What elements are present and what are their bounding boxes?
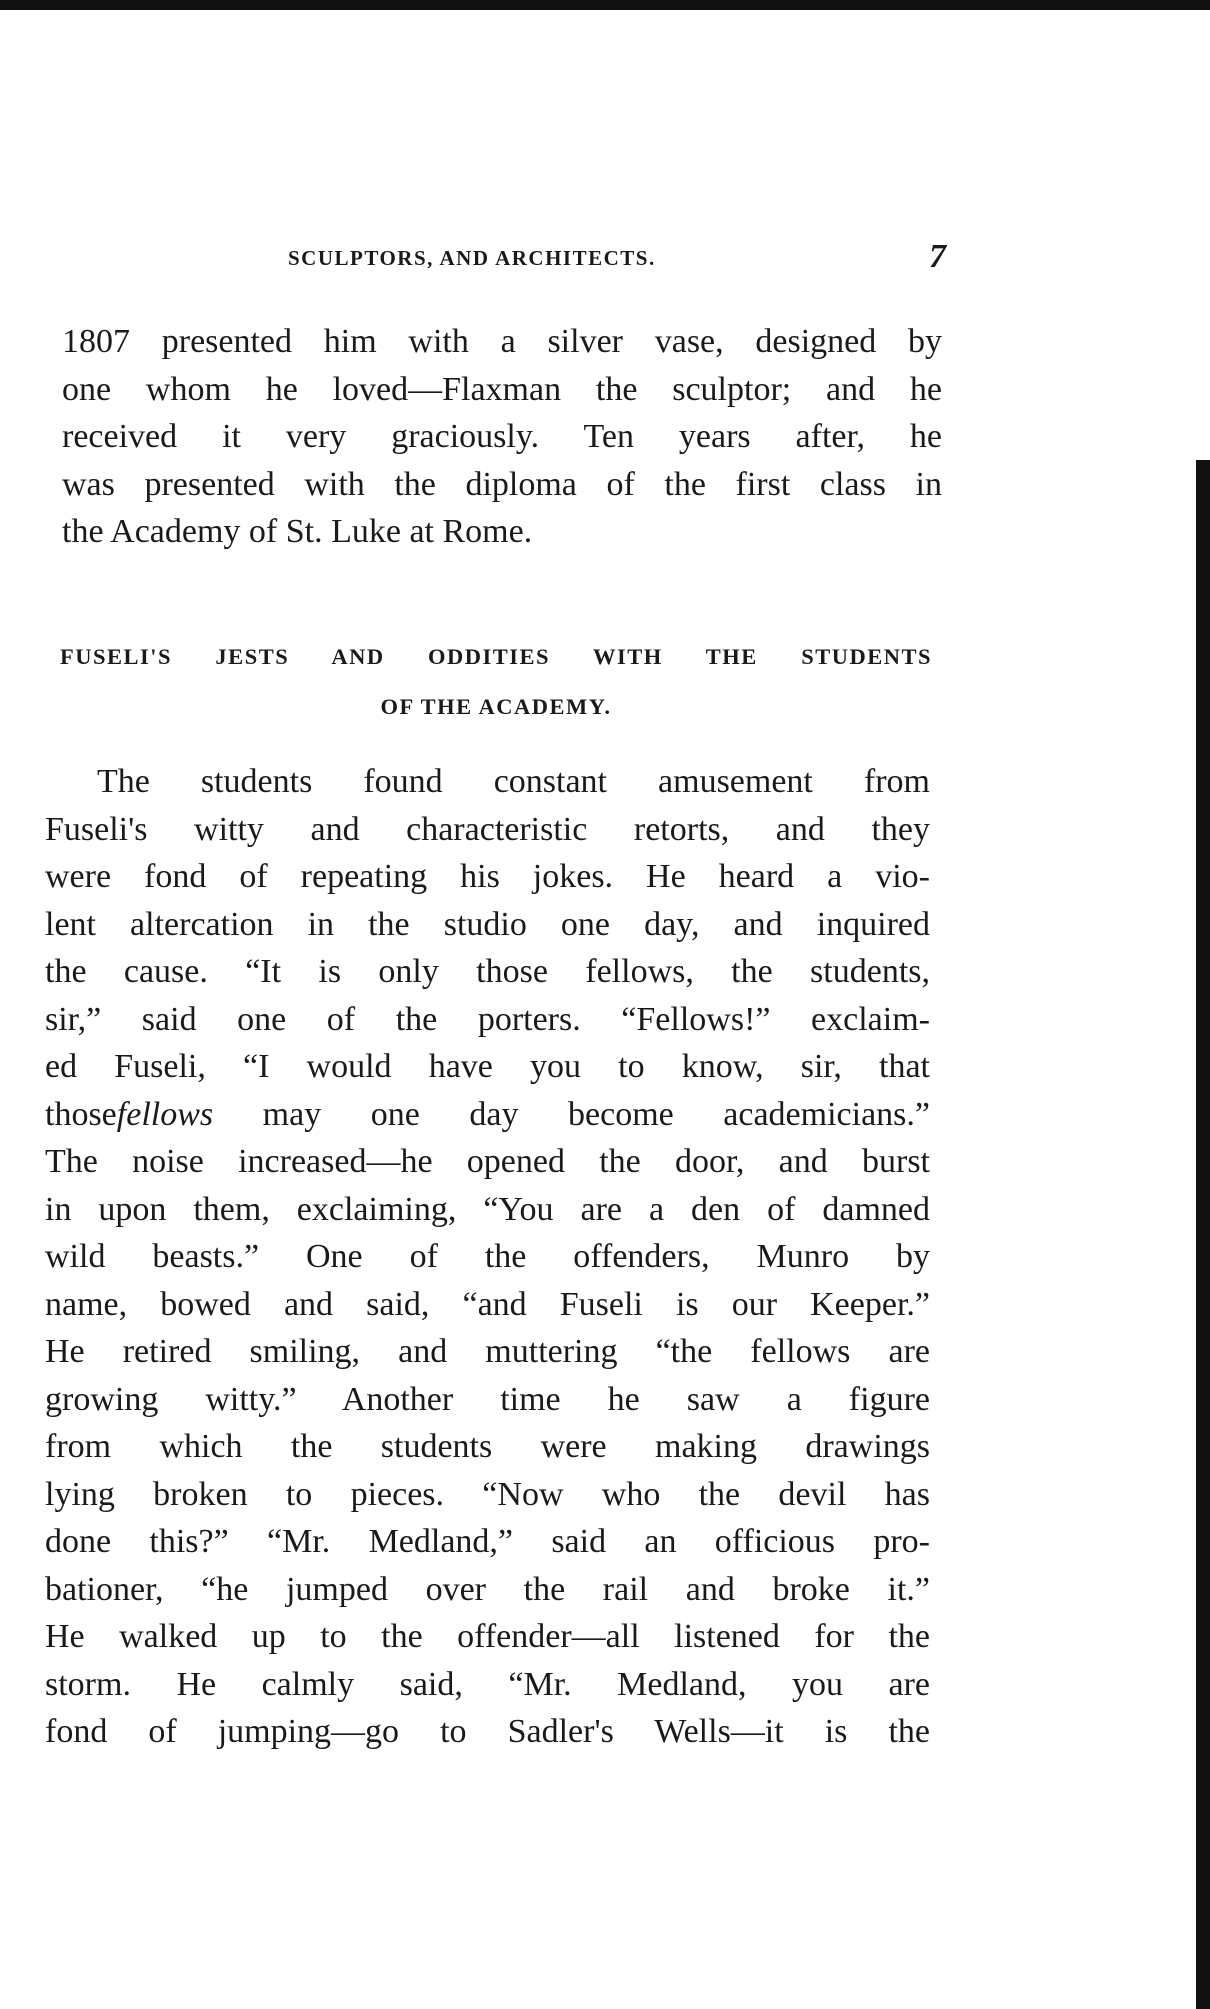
text-fragment: those — [45, 1095, 117, 1133]
section-heading-line-1: FUSELI'S JESTS AND ODDITIES WITH THE STUDENTS — [60, 644, 932, 669]
section-heading-line-2: OF THE ACADEMY. — [380, 694, 612, 719]
text-fragment: may one day become academicians.” — [213, 1095, 930, 1133]
text-line: name, bowed and said, “and Fuseli is our Keeper.” — [45, 1285, 930, 1323]
text-line: the Academy of St. Luke at Rome. — [62, 513, 533, 550]
section-heading — [60, 632, 932, 732]
italic-word: fellows — [116, 1095, 214, 1133]
text-line: He retired smiling, and muttering “the fellows are — [45, 1333, 930, 1370]
text-line: Fuseli's witty and characteristic retorts, and they — [45, 810, 930, 848]
text-line: growing witty.” Another time he saw a figure — [45, 1380, 930, 1418]
text-line: The noise increased—he opened the door, and burst — [45, 1143, 930, 1180]
text-line: bationer, “he jumped over the rail and broke it.” — [45, 1570, 930, 1608]
text-line: wild beasts.” One of the offenders, Munro by — [45, 1238, 930, 1275]
paragraph-2 — [45, 758, 930, 1756]
page-number: 7 — [929, 238, 946, 275]
text-line: from which the students were making drawings — [45, 1428, 930, 1465]
text-line-with-italic — [45, 1091, 930, 1139]
running-title: SCULPTORS, AND ARCHITECTS. — [288, 246, 656, 270]
text-line: He walked up to the offender—all listened for the — [45, 1618, 930, 1655]
text-line: received it very graciously. Ten years after, he — [62, 418, 942, 455]
text-line: The students found constant amusement from — [97, 763, 930, 800]
running-head — [60, 238, 946, 278]
text-line: fond of jumping—go to Sadler's Wells—it is the — [45, 1713, 930, 1750]
paragraph-1 — [62, 318, 942, 556]
text-line: ed Fuseli, “I would have you to know, sir, that — [45, 1048, 930, 1085]
text-line: the cause. “It is only those fellows, the students, — [45, 953, 930, 990]
text-line: lying broken to pieces. “Now who the devil has — [45, 1475, 930, 1513]
text-line: one whom he loved—Flaxman the sculptor; and he — [62, 370, 942, 408]
text-line: 1807 presented him with a silver vase, designed by — [62, 323, 942, 360]
text-line: sir,” said one of the porters. “Fellows!” exclaim- — [45, 1000, 930, 1038]
text-line: in upon them, exclaiming, “You are a den of damned — [45, 1190, 930, 1228]
text-line: were fond of repeating his jokes. He heard a vio- — [45, 858, 930, 895]
text-line: was presented with the diploma of the first class in — [62, 465, 942, 503]
text-line: lent altercation in the studio one day, and inquired — [45, 905, 930, 943]
text-line: done this?” “Mr. Medland,” said an officious pro- — [45, 1523, 930, 1560]
text-line: storm. He calmly said, “Mr. Medland, you are — [45, 1665, 930, 1703]
